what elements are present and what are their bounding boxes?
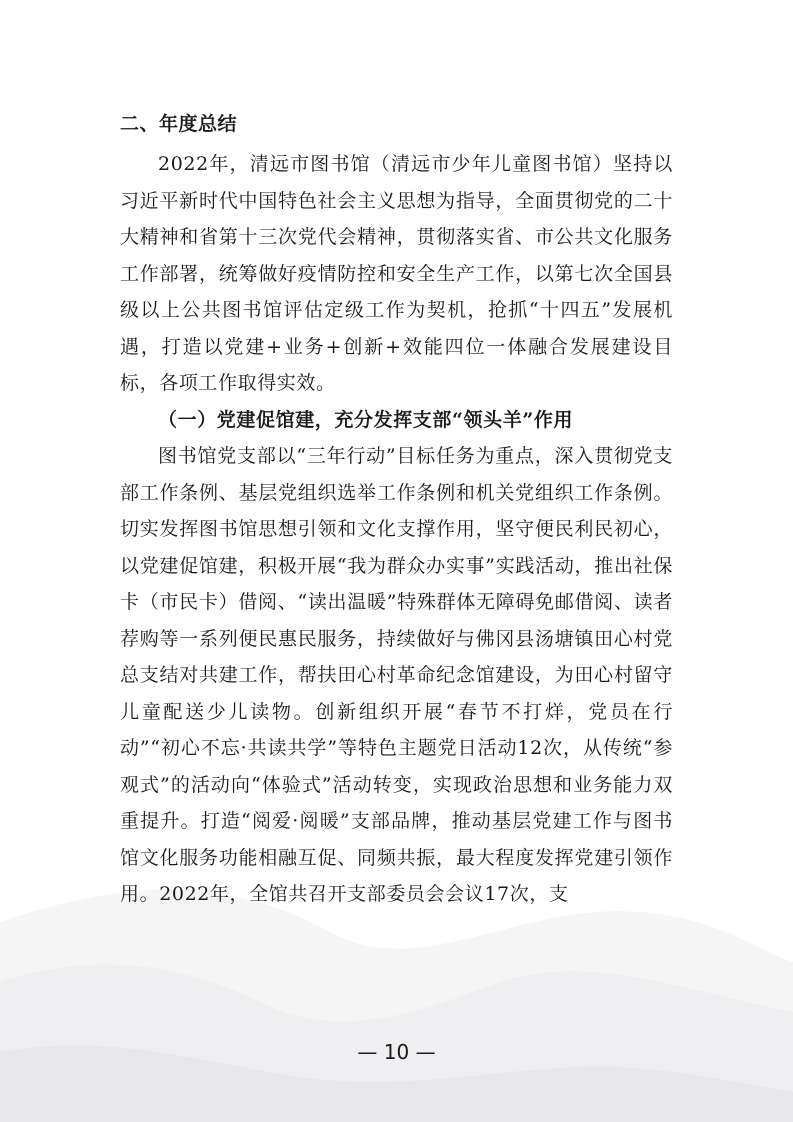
document-body [120, 108, 673, 913]
summary-paragraph: 2022年，清远市图书馆（清远市少年儿童图书馆）坚持以习近平新时代中国特色社会主义思想为指导，全面贯彻党的二十大精神和省第十三次党代会精神，贯彻落实省、市公共文化服务工作部署，统筹做好疫情防控和安全生产工作，以第七次全国县级以上公共图书馆评估定级工作为契机，抢抓“十四五”发展机遇，打造以党建+业务+创新+效能四位一体融合发展建设目标，各项工作取得实效。 [120, 153, 673, 394]
subsection-paragraph: 图书馆党支部以“三年行动”目标任务为重点，深入贯彻党支部工作条例、基层党组织选举工作条例和机关党组织工作条例。切实发挥图书馆思想引领和文化支撑作用，坚守便民利民初心，以党建促馆建，积极开展“我为群众办实事”实践活动，推出社保卡（市民卡）借阅、“读出温暖”特殊群体无障碍免邮借阅、读者荐购等一系列便民惠民服务，持续做好与佛冈县汤塘镇田心村党总支结对共建工作，帮扶田心村革命纪念馆建设，为田心村留守儿童配送少儿读物。创新组织开展“春节不打烊，党员在行动”“初心不忘·共读共学”等特色主题党日活动12次，从传统“参观式”的活动向“体验式”活动转变，实现政治思想和业务能力双重提升。打造“阅爱·阅暖”支部品牌，推动基层党建工作与图书馆文化服务功能相融互促、同频共振，最大程度发挥党建引领作用。2022年，全馆共召开支部委员会会议17次，支 [120, 445, 673, 905]
section-heading: 二、年度总结 [120, 113, 238, 135]
subsection-heading: （一）党建促馆建，充分发挥支部“领头羊”作用 [158, 408, 574, 431]
page-number: — 10 — [357, 1040, 436, 1064]
